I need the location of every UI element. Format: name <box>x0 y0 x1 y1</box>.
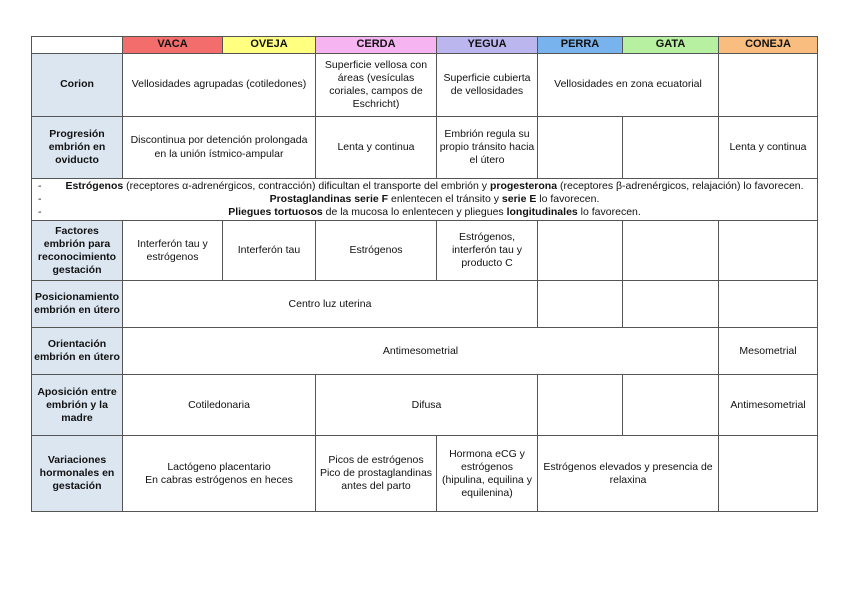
header-row <box>32 37 818 54</box>
progresion-vaca-oveja: Discontinua por detención prolongada en la unión ístmico-ampular <box>123 117 316 179</box>
variaciones-perra-gata: Estrógenos elevados y presencia de relaxina <box>538 436 719 512</box>
corion-cerda: Superficie vellosa con áreas (vesículas coriales, campos de Eschricht) <box>316 54 437 117</box>
aposicion-vaca-oveja: Cotiledonaria <box>123 375 316 436</box>
note-prostaglandinas: - Prostaglandinas serie F enlentecen el tránsito y serie E lo favorecen. <box>38 193 600 206</box>
row-label-progresion: Progresión embrión en oviducto <box>32 117 123 179</box>
row-progresion <box>32 117 818 179</box>
row-label-aposicion: Aposición entre embrión y la madre <box>32 375 123 436</box>
row-label-orientacion: Orientación embrión en útero <box>32 328 123 375</box>
progresion-gata <box>623 117 719 179</box>
progresion-coneja: Lenta y continua <box>719 117 818 179</box>
posicionamiento-perra <box>538 281 623 328</box>
row-label-posicionamiento: Posicionamiento embrión en útero <box>32 281 123 328</box>
note-estrogenos: - Estrógenos (receptores α-adrenérgicos, contracción) dificultan el transporte del embrión y progesterona (receptores β-adrenérgicos, relajación) lo favorecen. <box>38 180 804 192</box>
variaciones-lactogeno: Lactógeno placentario <box>167 460 271 473</box>
variaciones-yegua: Hormona eCG y estrógenos (hipulina, equilina y equilenina) <box>437 436 538 512</box>
factores-perra <box>538 221 623 281</box>
variaciones-vaca-oveja <box>123 436 316 512</box>
header-coneja: CONEJA <box>719 37 818 54</box>
aposicion-coneja: Antimesometrial <box>719 375 818 436</box>
aposicion-gata <box>623 375 719 436</box>
corion-coneja <box>719 54 818 117</box>
header-perra: PERRA <box>538 37 623 54</box>
factores-coneja <box>719 221 818 281</box>
row-notes <box>32 179 818 221</box>
row-aposicion <box>32 375 818 436</box>
aposicion-cerda-yegua: Difusa <box>316 375 538 436</box>
progresion-perra <box>538 117 623 179</box>
header-vaca: VACA <box>123 37 223 54</box>
corion-yegua: Superficie cubierta de vellosidades <box>437 54 538 117</box>
aposicion-perra <box>538 375 623 436</box>
orientacion-coneja: Mesometrial <box>719 328 818 375</box>
header-oveja: OVEJA <box>223 37 316 54</box>
variaciones-cerda: Picos de estrógenos Pico de prostaglandinas antes del parto <box>316 436 437 512</box>
header-yegua: YEGUA <box>437 37 538 54</box>
row-label-factores: Factores embrión para reconocimiento gestación <box>32 221 123 281</box>
factores-oveja: Interferón tau <box>223 221 316 281</box>
corner-cell <box>32 37 123 54</box>
factores-cerda: Estrógenos <box>316 221 437 281</box>
orientacion-value: Antimesometrial <box>123 328 719 375</box>
oviduct-notes <box>32 179 818 221</box>
header-cerda: CERDA <box>316 37 437 54</box>
corion-perra-gata: Vellosidades en zona ecuatorial <box>538 54 719 117</box>
posicionamiento-coneja <box>719 281 818 328</box>
note-pliegues: - Pliegues tortuosos de la mucosa lo enlentecen y pliegues longitudinales lo favorecen. <box>38 206 641 219</box>
posicionamiento-gata <box>623 281 719 328</box>
row-posicionamiento <box>32 281 818 328</box>
variaciones-coneja <box>719 436 818 512</box>
factores-vaca: Interferón tau y estrógenos <box>123 221 223 281</box>
reproduction-comparison-table <box>31 36 818 512</box>
row-corion <box>32 54 818 117</box>
corion-vaca-oveja: Vellosidades agrupadas (cotiledones) <box>123 54 316 117</box>
progresion-cerda: Lenta y continua <box>316 117 437 179</box>
row-variaciones <box>32 436 818 512</box>
progresion-yegua: Embrión regula su propio tránsito hacia el útero <box>437 117 538 179</box>
row-label-corion: Corion <box>32 54 123 117</box>
row-orientacion <box>32 328 818 375</box>
factores-gata <box>623 221 719 281</box>
row-label-variaciones: Variaciones hormonales en gestación <box>32 436 123 512</box>
posicionamiento-value: Centro luz uterina <box>123 281 538 328</box>
header-gata: GATA <box>623 37 719 54</box>
factores-yegua: Estrógenos, interferón tau y producto C <box>437 221 538 281</box>
row-factores <box>32 221 818 281</box>
variaciones-cabras: En cabras estrógenos en heces <box>145 473 293 486</box>
